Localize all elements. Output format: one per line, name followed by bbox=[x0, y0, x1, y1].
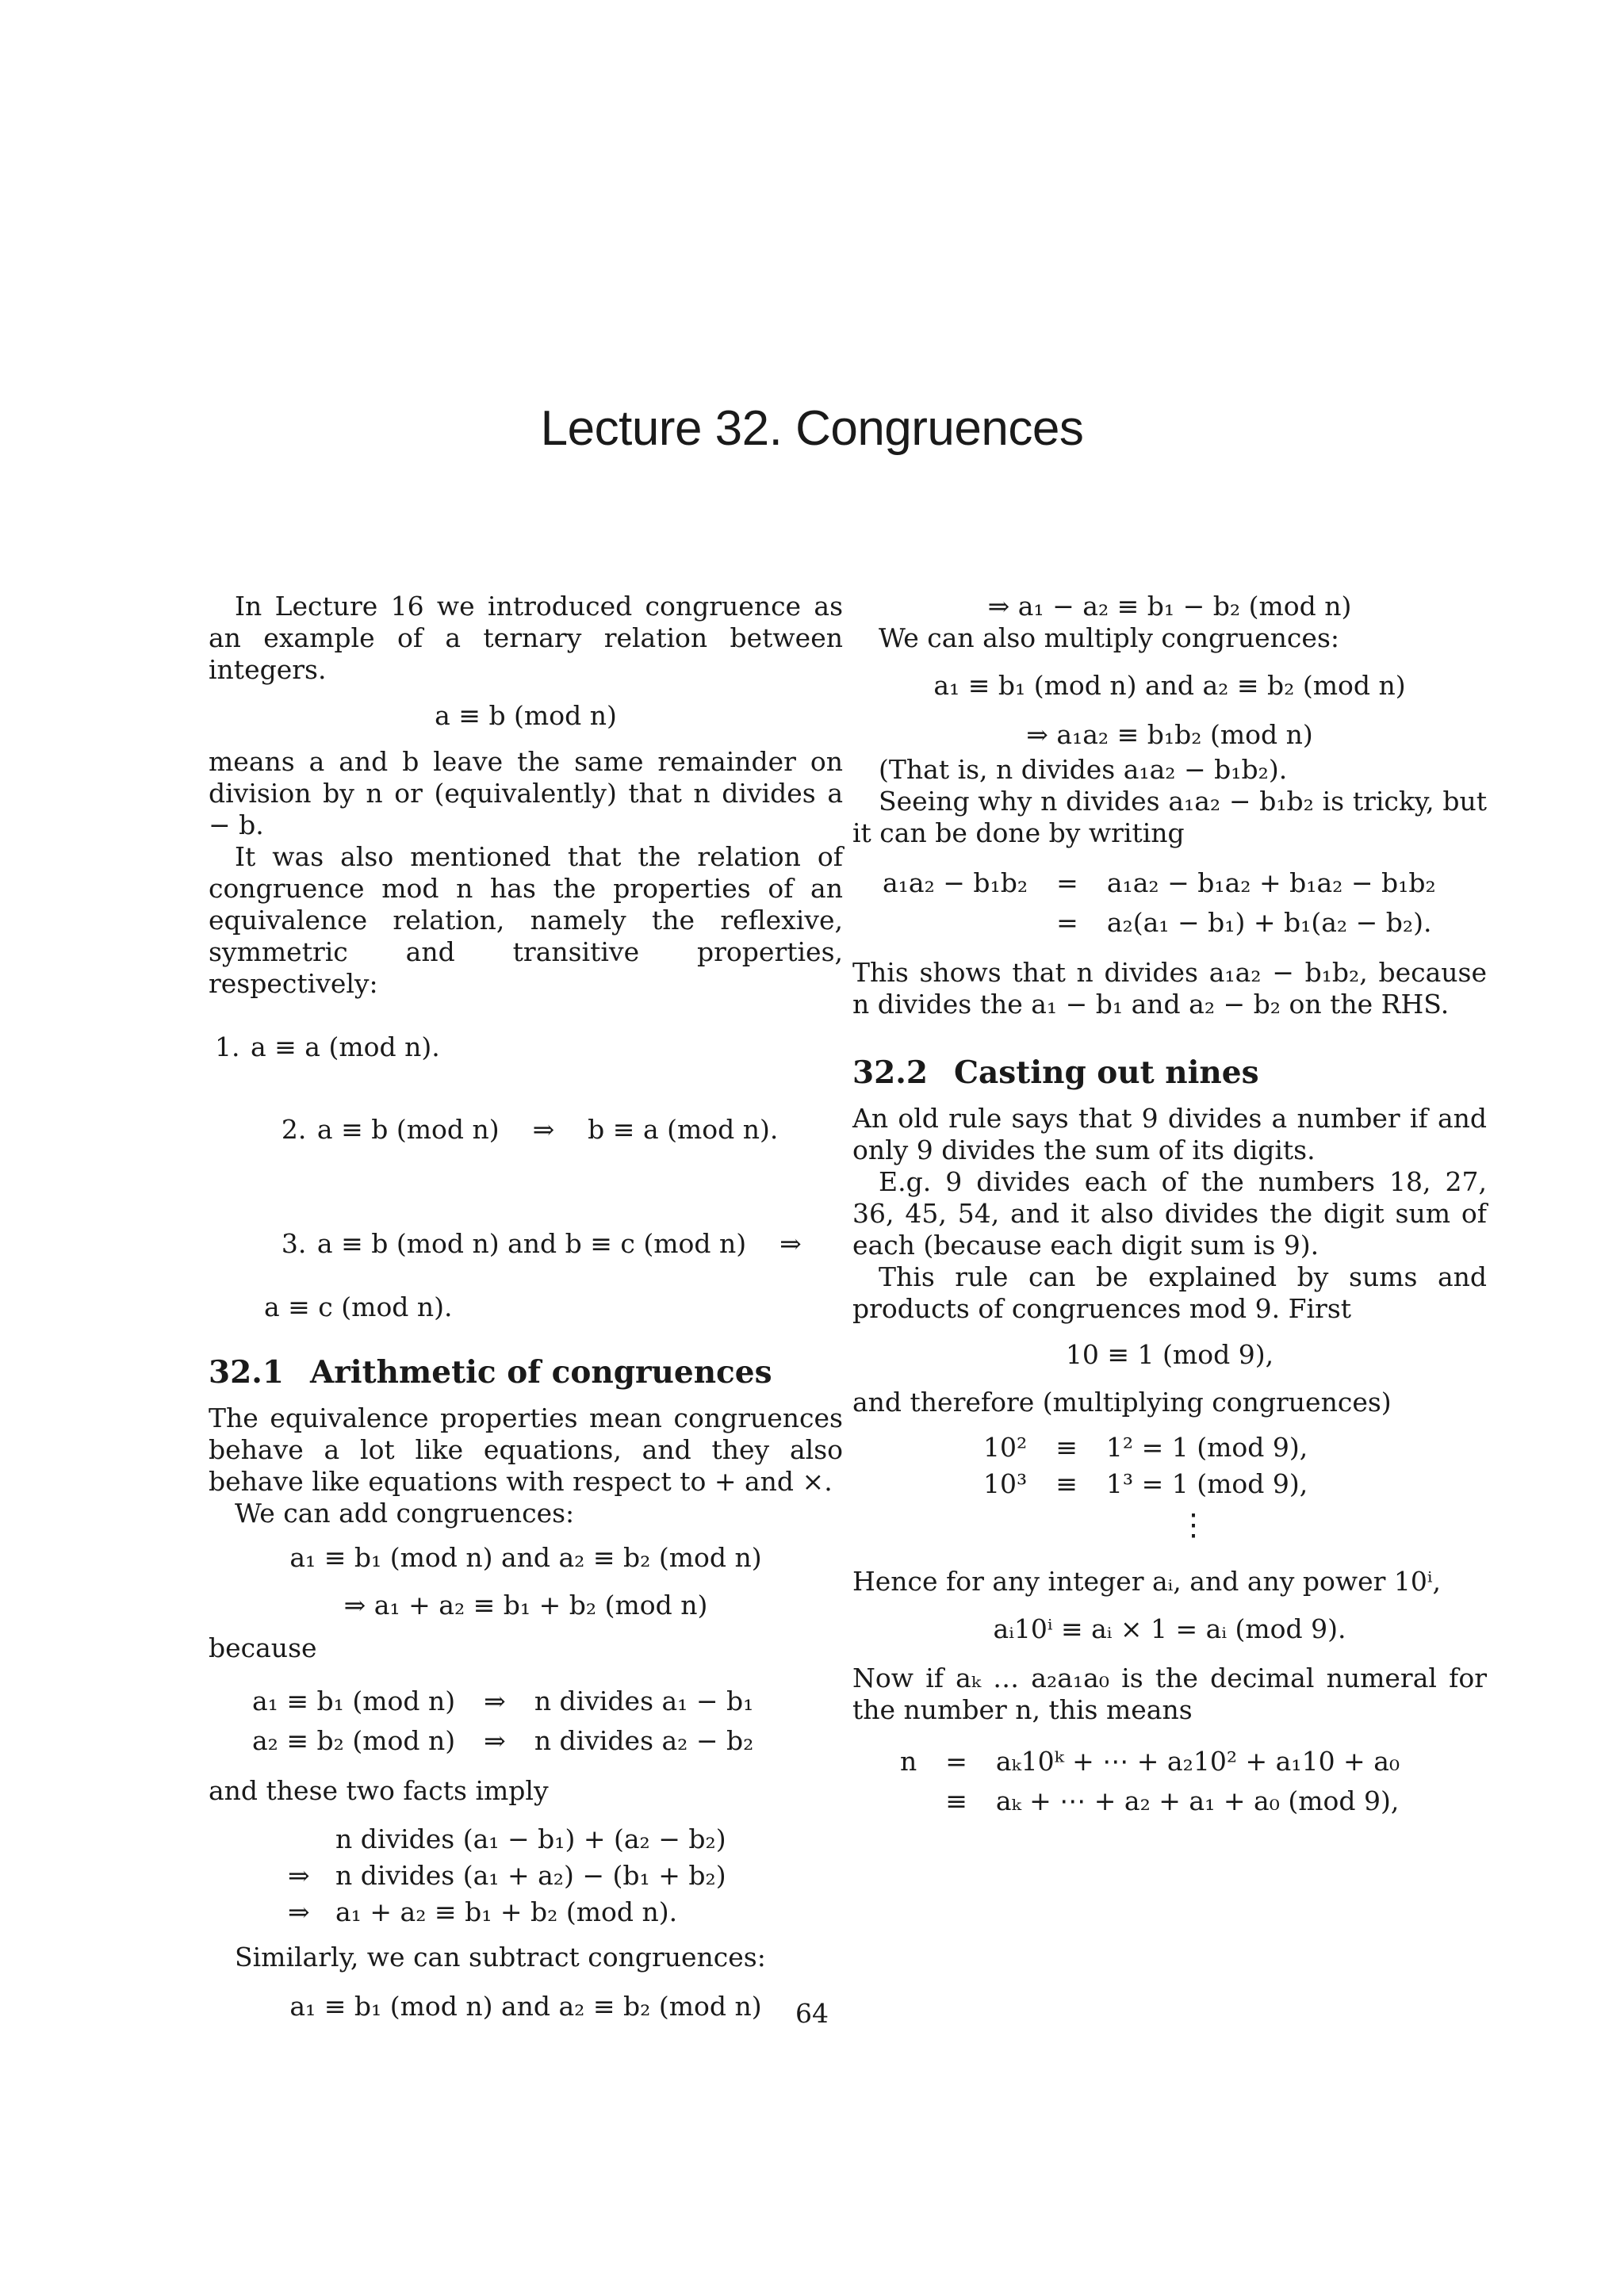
cell-rhs: n divides (a₁ − b₁) + (a₂ − b₂) bbox=[335, 1823, 726, 1854]
arithmetic-paragraph: The equivalence properties mean congruences behave a lot like equations, and they also behave like equations with respect to + and ×. bbox=[209, 1402, 843, 1497]
cell-lhs: a₂ ≡ b₂ (mod n) bbox=[252, 1725, 456, 1756]
that-is-paragraph: (That is, n divides a₁a₂ − b₁b₂). bbox=[879, 754, 1288, 785]
ten-congruence: 10 ≡ 1 (mod 9), bbox=[1065, 1339, 1274, 1370]
page-title: Lecture 32. Congruences bbox=[540, 401, 1084, 456]
cell-op: ≡ bbox=[945, 1785, 967, 1816]
cell-op: = bbox=[945, 1746, 967, 1777]
intro-paragraph: In Lecture 16 we introduced congruence as an example of a ternary relation between integers. bbox=[209, 591, 843, 685]
example-paragraph: E.g. 9 divides each of the numbers 18, 27, 36, 45, 54, and it also divides the digit sum of each (because each digit sum is 9). bbox=[852, 1166, 1487, 1261]
tricky-paragraph: Seeing why n divides a₁a₂ − b₁b₂ is tricky, but it can be done by writing bbox=[852, 786, 1487, 848]
explained-paragraph: This rule can be explained by sums and products of congruences mod 9. First bbox=[852, 1261, 1487, 1324]
multiply-intro: We can also multiply congruences: bbox=[879, 622, 1339, 653]
old-rule-paragraph: An old rule says that 9 divides a number if and only 9 divides the sum of its digits. bbox=[852, 1103, 1487, 1165]
cell-op bbox=[288, 1821, 335, 1858]
cell-rhs: 1³ = 1 (mod 9), bbox=[1105, 1468, 1308, 1499]
left-column bbox=[209, 591, 843, 2022]
list-number: 1. bbox=[215, 1031, 240, 1062]
imply-table bbox=[288, 1821, 726, 1931]
cell-rhs: aₖ + ⋯ + a₂ + a₁ + a₀ (mod 9), bbox=[995, 1785, 1400, 1816]
hence-paragraph: Hence for any integer aᵢ, and any power 10ⁱ, bbox=[852, 1566, 1442, 1597]
ai-congruence: aᵢ10ⁱ ≡ aᵢ × 1 = aᵢ (mod 9). bbox=[993, 1613, 1346, 1644]
table-row bbox=[883, 863, 1436, 903]
congruence-equation: a ≡ b (mod n) bbox=[435, 700, 617, 731]
cell-lhs bbox=[883, 903, 1028, 943]
list-number: 2. bbox=[281, 1114, 307, 1145]
powers-table bbox=[983, 1429, 1308, 1502]
cell-rhs: n divides a₁ − b₁ bbox=[534, 1686, 754, 1716]
cell-rhs: a₂(a₁ − b₁) + b₁(a₂ − b₂). bbox=[1106, 907, 1432, 938]
because-label: because bbox=[209, 1632, 317, 1663]
right-column bbox=[852, 591, 1487, 1821]
cell-lhs: 10² bbox=[983, 1432, 1028, 1463]
because-table bbox=[252, 1682, 753, 1761]
list-text: a ≡ a (mod n). bbox=[251, 1031, 440, 1062]
cell-lhs: a₁a₂ − b₁b₂ bbox=[883, 867, 1028, 898]
section-heading-32-1 bbox=[209, 1353, 843, 1391]
cell-rhs: aₖ10ᵏ + ⋯ + a₂10² + a₁10 + a₀ bbox=[995, 1746, 1400, 1777]
equivalence-paragraph: It was also mentioned that the relation of congruence mod n has the properties of an equivalence relation, namely the reflexive, symmetric and transitive properties, respectively: bbox=[209, 841, 843, 999]
now-if-paragraph: Now if aₖ … a₂a₁a₀ is the decimal numeral for the number n, this means bbox=[852, 1663, 1487, 1725]
add-equation-2: ⇒ a₁ + a₂ ≡ b₁ + b₂ (mod n) bbox=[343, 1590, 708, 1621]
table-row bbox=[983, 1429, 1308, 1466]
list-text: a ≡ b (mod n) and b ≡ c (mod n) ⇒ bbox=[316, 1228, 802, 1259]
table-row bbox=[900, 1742, 1400, 1781]
list-item bbox=[209, 1031, 843, 1063]
shows-paragraph: This shows that n divides a₁a₂ − b₁b₂, because n divides the a₁ − b₁ and a₂ − b₂ on the RHS. bbox=[852, 957, 1487, 1020]
cell-lhs: n bbox=[900, 1746, 917, 1777]
cell-op: ⇒ bbox=[288, 1896, 310, 1927]
add-equation-1: a₁ ≡ b₁ (mod n) and a₂ ≡ b₂ (mod n) bbox=[289, 1542, 762, 1573]
cell-rhs: n divides (a₁ + a₂) − (b₁ + b₂) bbox=[335, 1860, 726, 1891]
vertical-dots: ⋮ bbox=[1178, 1507, 1208, 1542]
properties-list bbox=[209, 1031, 843, 1323]
subtract-equation-1: a₁ ≡ b₁ (mod n) and a₂ ≡ b₂ (mod n) bbox=[289, 1991, 762, 2022]
list-number: 3. bbox=[281, 1228, 307, 1259]
cell-lhs: 10³ bbox=[983, 1468, 1028, 1499]
cell-op: ≡ bbox=[1055, 1468, 1078, 1499]
table-row bbox=[883, 903, 1436, 943]
section-number: 32.1 bbox=[209, 1354, 284, 1391]
list-text: a ≡ b (mod n) ⇒ b ≡ a (mod n). bbox=[316, 1114, 779, 1145]
list-item-continuation: a ≡ c (mod n). bbox=[264, 1292, 453, 1322]
table-row bbox=[288, 1821, 726, 1858]
therefore-paragraph: and therefore (multiplying congruences) bbox=[852, 1387, 1392, 1418]
table-row bbox=[983, 1466, 1308, 1502]
cell-lhs: a₁ ≡ b₁ (mod n) bbox=[252, 1686, 456, 1716]
multiply-equation-1: a₁ ≡ b₁ (mod n) and a₂ ≡ b₂ (mod n) bbox=[933, 670, 1406, 701]
section-title: Arithmetic of congruences bbox=[310, 1354, 772, 1391]
subtract-equation-2: ⇒ a₁ − a₂ ≡ b₁ − b₂ (mod n) bbox=[987, 591, 1352, 622]
section-number: 32.2 bbox=[852, 1054, 928, 1091]
table-row bbox=[252, 1721, 753, 1761]
add-intro: We can add congruences: bbox=[235, 1498, 575, 1529]
subtract-intro: Similarly, we can subtract congruences: bbox=[235, 1942, 766, 1973]
cell-rhs: 1² = 1 (mod 9), bbox=[1105, 1432, 1308, 1463]
cell-rhs: a₁a₂ − b₁a₂ + b₁a₂ − b₁b₂ bbox=[1106, 867, 1436, 898]
table-row bbox=[288, 1858, 726, 1894]
cell-op: = bbox=[1056, 907, 1078, 938]
table-row bbox=[288, 1894, 726, 1931]
cell-op: ⇒ bbox=[484, 1686, 506, 1716]
cell-rhs: n divides a₂ − b₂ bbox=[534, 1725, 754, 1756]
table-row bbox=[900, 1781, 1400, 1821]
cell-op: ⇒ bbox=[288, 1860, 310, 1891]
cell-op: ≡ bbox=[1055, 1432, 1078, 1463]
table-row bbox=[252, 1682, 753, 1721]
cell-op: ⇒ bbox=[484, 1725, 506, 1756]
list-item bbox=[209, 1196, 843, 1292]
multiply-equation-2: ⇒ a₁a₂ ≡ b₁b₂ (mod n) bbox=[1026, 719, 1313, 750]
list-item bbox=[209, 1082, 843, 1177]
product-align-table bbox=[883, 863, 1436, 943]
section-title: Casting out nines bbox=[954, 1054, 1259, 1091]
cell-rhs: a₁ + a₂ ≡ b₁ + b₂ (mod n). bbox=[335, 1896, 678, 1927]
cell-lhs bbox=[900, 1781, 917, 1821]
page-number: 64 bbox=[795, 1998, 829, 2029]
n-expansion-table bbox=[900, 1742, 1400, 1821]
imply-paragraph: and these two facts imply bbox=[209, 1775, 549, 1806]
cell-op: = bbox=[1056, 867, 1078, 898]
definition-paragraph: means a and b leave the same remainder on division by n or (equivalently) that n divides a − b. bbox=[209, 746, 843, 840]
section-heading-32-2 bbox=[852, 1054, 1487, 1092]
